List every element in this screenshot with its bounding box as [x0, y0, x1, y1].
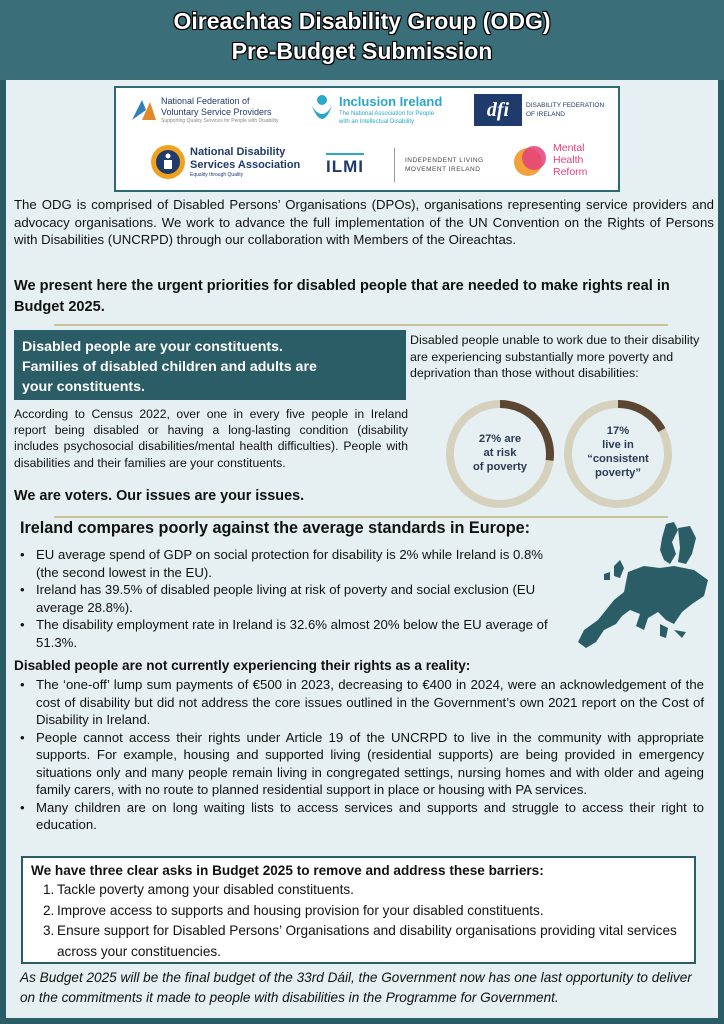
constituents-line3: your constituents.: [22, 379, 145, 395]
poverty-intro: Disabled people unable to work due to their disability are experiencing substantially more poverty and deprivation than those without disabilities:: [410, 333, 700, 380]
rights-list: [14, 676, 704, 834]
ilmi-logo: [326, 148, 484, 182]
dfi-line1: DISABILITY FEDERATION: [526, 102, 605, 109]
dfi-logo: [474, 94, 604, 126]
nfvsp-tagline: Supporting Quality Services for People with Disability: [161, 118, 279, 124]
europe-map-icon: [574, 520, 714, 654]
inclusion-ireland-logo: [308, 92, 442, 128]
title-line-1: Oireachtas Disability Group (ODG): [173, 8, 551, 34]
ask-text: Improve access to supports and housing provision for your disabled constituents.: [57, 902, 544, 918]
ndsa-line1: National Disability: [190, 146, 286, 158]
partner-logos: [114, 86, 620, 192]
closing-statement: As Budget 2025 will be the final budget of the 33rd Dáil, the Government now has one last opportunity to deliver on the commitments it made to people with disabilities in the Programme for Government.: [20, 970, 692, 1005]
dfi-mark: dfi: [474, 94, 522, 126]
list-item: • The ‘one-off’ lump sum payments of €500 in 2023, decreasing to €400 in 2024, were an acknowledgement of the cost of disability but did not address the core issues outlined in the Government’s own 2021 report on the Cost of Disability in Ireland.: [14, 676, 704, 729]
constituents-line2: Families of disabled children and adults are: [22, 359, 317, 375]
asks-box: [21, 856, 696, 964]
ndsa-logo: [150, 144, 300, 180]
intro-paragraph: The ODG is comprised of Disabled Persons’ Organisations (DPOs), organisations representing service providers and advocacy organisations. We work to advance the full implementation of the UN Convention on the Rights of Persons with Disabilities (UNCRPD) through our collaboration with Members of the Oireachtas.: [14, 197, 714, 247]
inclusion-line1: The National Association for People: [339, 111, 435, 117]
ilmi-divider: [394, 148, 395, 182]
donut2-line2: live in: [602, 439, 634, 451]
asks-heading: We have three clear asks in Budget 2025 to remove and address these barriers:: [31, 863, 544, 878]
ndsa-line2: Services Association: [190, 159, 301, 171]
ask-text: Ensure support for Disabled Persons’ Organisations and disability organisations providing vital services across your constituencies.: [57, 923, 677, 959]
list-item: • EU average spend of GDP on social protection for disability is 2% while Ireland is 0.8% (the second lowest in the EU).: [14, 546, 554, 581]
donut2-label: [563, 424, 673, 480]
mhr-line1: Mental: [553, 142, 585, 154]
page-header: [0, 0, 724, 80]
donut2-line4: poverty”: [594, 467, 641, 479]
intro-priorities: We present here the urgent priorities for disabled people that are needed to make rights real in Budget 2025.: [14, 278, 670, 315]
constituents-banner: [14, 330, 406, 400]
ask-number: 3.: [43, 923, 55, 938]
ask-number: 2.: [43, 902, 55, 918]
ask-text: Tackle poverty among your disabled constituents.: [57, 882, 354, 897]
nfvsp-mark-icon: [128, 96, 158, 124]
ndsa-tagline: Equality through Quality: [190, 172, 244, 178]
europe-heading: Ireland compares poorly against the average standards in Europe:: [20, 519, 531, 537]
ndsa-mark-icon: [150, 144, 186, 180]
donut1-line2: at risk: [483, 447, 517, 459]
rights-heading: Disabled people are not currently experiencing their rights as a reality:: [14, 658, 471, 673]
donut1-line3: of poverty: [472, 461, 528, 473]
inclusion-line2: with an Intellectual Disability: [339, 119, 415, 125]
ask-item-1: [31, 880, 686, 901]
nfvsp-logo: [128, 96, 279, 124]
divider-2: [54, 516, 668, 518]
mhr-mark-icon: [512, 140, 550, 180]
inclusion-name: Inclusion Ireland: [339, 94, 443, 109]
donut1-label: [445, 432, 555, 474]
inclusion-figure-icon: [308, 92, 336, 128]
dfi-line2: OF IRELAND: [526, 111, 566, 118]
nfvsp-line1: National Federation of: [161, 96, 250, 106]
voters-statement: We are voters. Our issues are your issues.: [14, 488, 305, 504]
ilmi-line2: MOVEMENT IRELAND: [405, 166, 481, 173]
census-paragraph: According to Census 2022, over one in every five people in Ireland report being disabled or having a long-lasting condition (disability includes psychosocial disabilities/mental health difficulties). People with disabilities and their families are your constituents.: [14, 407, 408, 470]
donut1-line1: 27% are: [478, 433, 522, 445]
mhr-line3: Reform: [553, 166, 588, 178]
asks-list: [31, 880, 686, 962]
mhr-line2: Health: [553, 154, 584, 166]
title-line-2: Pre-Budget Submission: [231, 38, 493, 64]
list-item: • The disability employment rate in Ireland is 32.6% almost 20% below the EU average of 51.3%.: [14, 616, 554, 651]
ilmi-mark: ILMI: [326, 153, 364, 177]
list-item: • People cannot access their rights under Article 19 of the UNCRPD to live in the community with appropriate supports. For example, housing and supported living (residential supports) are being provided in emergency situations only and many people remain living in congregated settings, nursing homes and with older and ageing family carers, with no route to planned residential support in place or housing with PA services.: [14, 729, 704, 799]
donut2-line3: “consistent: [587, 453, 649, 465]
list-item: • Ireland has 39.5% of disabled people living at risk of poverty and social exclusion (EU average 28.8%).: [14, 581, 554, 616]
ask-item-2: [31, 901, 686, 922]
mental-health-reform-logo: [512, 140, 587, 180]
divider-1: [54, 324, 668, 326]
donut2-line1: 17%: [606, 425, 630, 437]
page-body: [6, 80, 718, 1018]
nfvsp-line2: Voluntary Service Providers: [161, 107, 272, 117]
constituents-line1: Disabled people are your constituents.: [22, 339, 283, 355]
europe-list: [14, 546, 554, 651]
ask-number: 1.: [43, 882, 55, 897]
ask-item-3: [31, 921, 686, 962]
list-item: • Many children are on long waiting lists to access services and supports and struggle to access their right to education.: [14, 799, 704, 834]
ilmi-line1: INDEPENDENT LIVING: [405, 157, 484, 164]
